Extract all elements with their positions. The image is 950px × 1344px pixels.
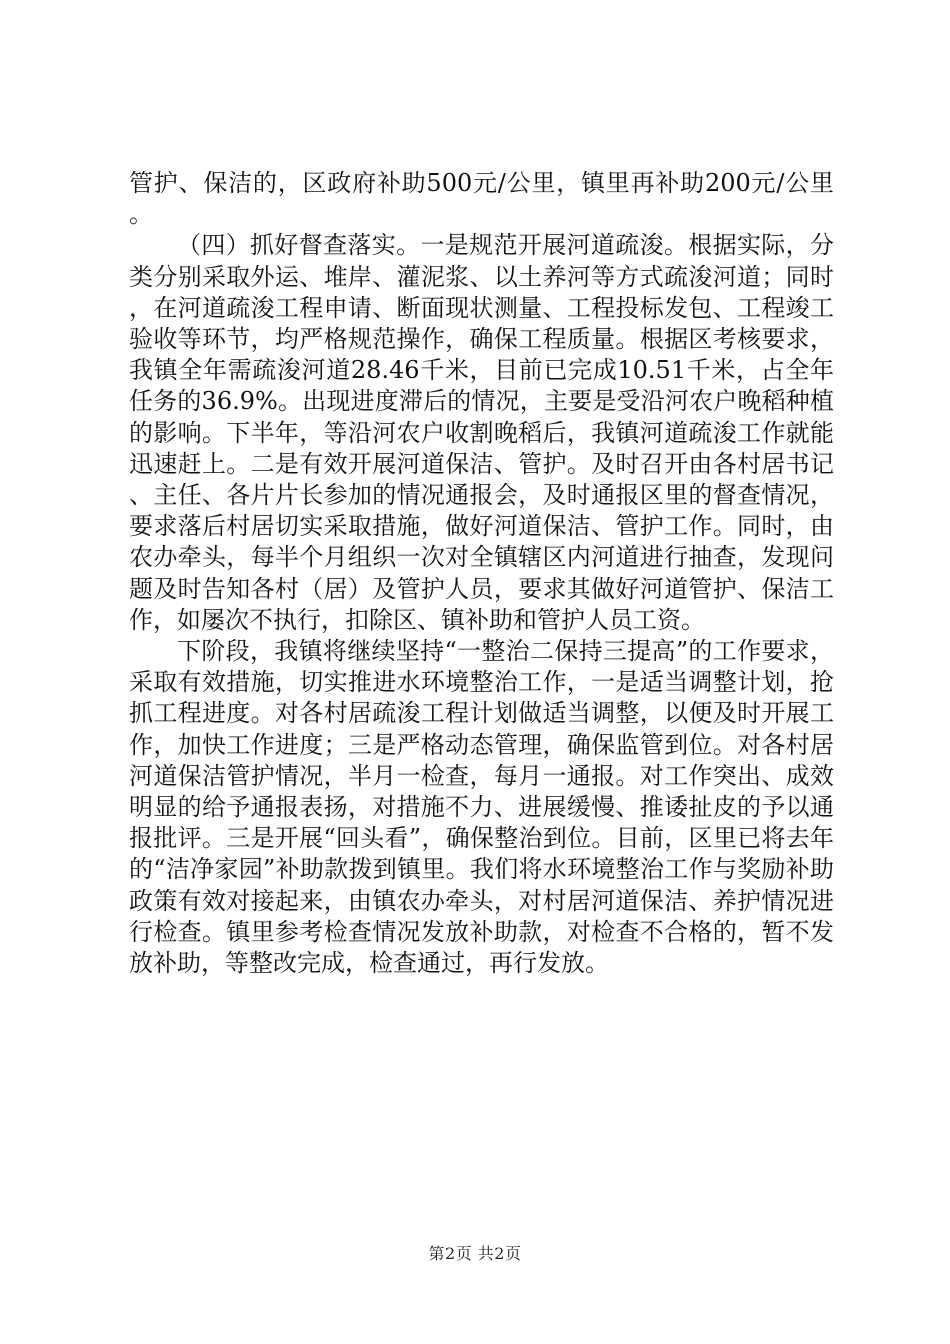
page-number-footer: 第2页 共2页 — [428, 1244, 522, 1263]
paragraph-3: 下阶段，我镇将继续坚持“一整治二保持三提高”的工作要求，采取有效措施，切实推进水环境整治工作，一是适当调整计划，抢抓工程进度。对各村居疏浚工程计划做适当调整，以便及时开展工作，加快工作进度；三是严格动态管理，确保监管到位。对各村居河道保洁管护情况，半月一检查，每月一通报。对工作突出、成效明显的给予通报表扬，对措施不力、进展缓慢、推诿扯皮的予以通报批评。三是开展“回头看”，确保整治到位。目前，区里已将去年的“洁净家园”补助款拨到镇里。我们将水环境整治工作与奖励补助政策有效对接起来，由镇农办牵头，对村居河道保洁、养护情况进行检查。镇里参考检查情况发放补助款，对检查不合格的，暂不发放补助，等整改完成，检查通过，再行发放。 — [129, 637, 834, 978]
paragraph-1: 管护、保洁的，区政府补助500元/公里，镇里再补助200元/公里。 — [129, 169, 834, 229]
document-body — [129, 168, 834, 979]
paragraph-2: （四）抓好督查落实。一是规范开展河道疏浚。根据实际，分类分别采取外运、堆岸、灌泥浆、以土养河等方式疏浚河道；同时，在河道疏浚工程申请、断面现状测量、工程投标发包、工程竣工验收等环节，均严格规范操作，确保工程质量。根据区考核要求，我镇全年需疏浚河道28.46千米，目前已完成10.51千米，占全年任务的36.9%。出现进度滞后的情况，主要是受沿河农户晚稻种植的影响。下半年，等沿河农户收割晚稻后，我镇河道疏浚工作就能迅速赶上。二是有效开展河道保洁、管护。及时召开由各村居书记、主任、各片片长参加的情况通报会，及时通报区里的督查情况，要求落后村居切实采取措施，做好河道保洁、管护工作。同时，由农办牵头，每半个月组织一次对全镇辖区内河道进行抽查，发现问题及时告知各村（居）及管护人员，要求其做好河道管护、保洁工作，如屡次不执行，扣除区、镇补助和管护人员工资。 — [129, 231, 834, 634]
